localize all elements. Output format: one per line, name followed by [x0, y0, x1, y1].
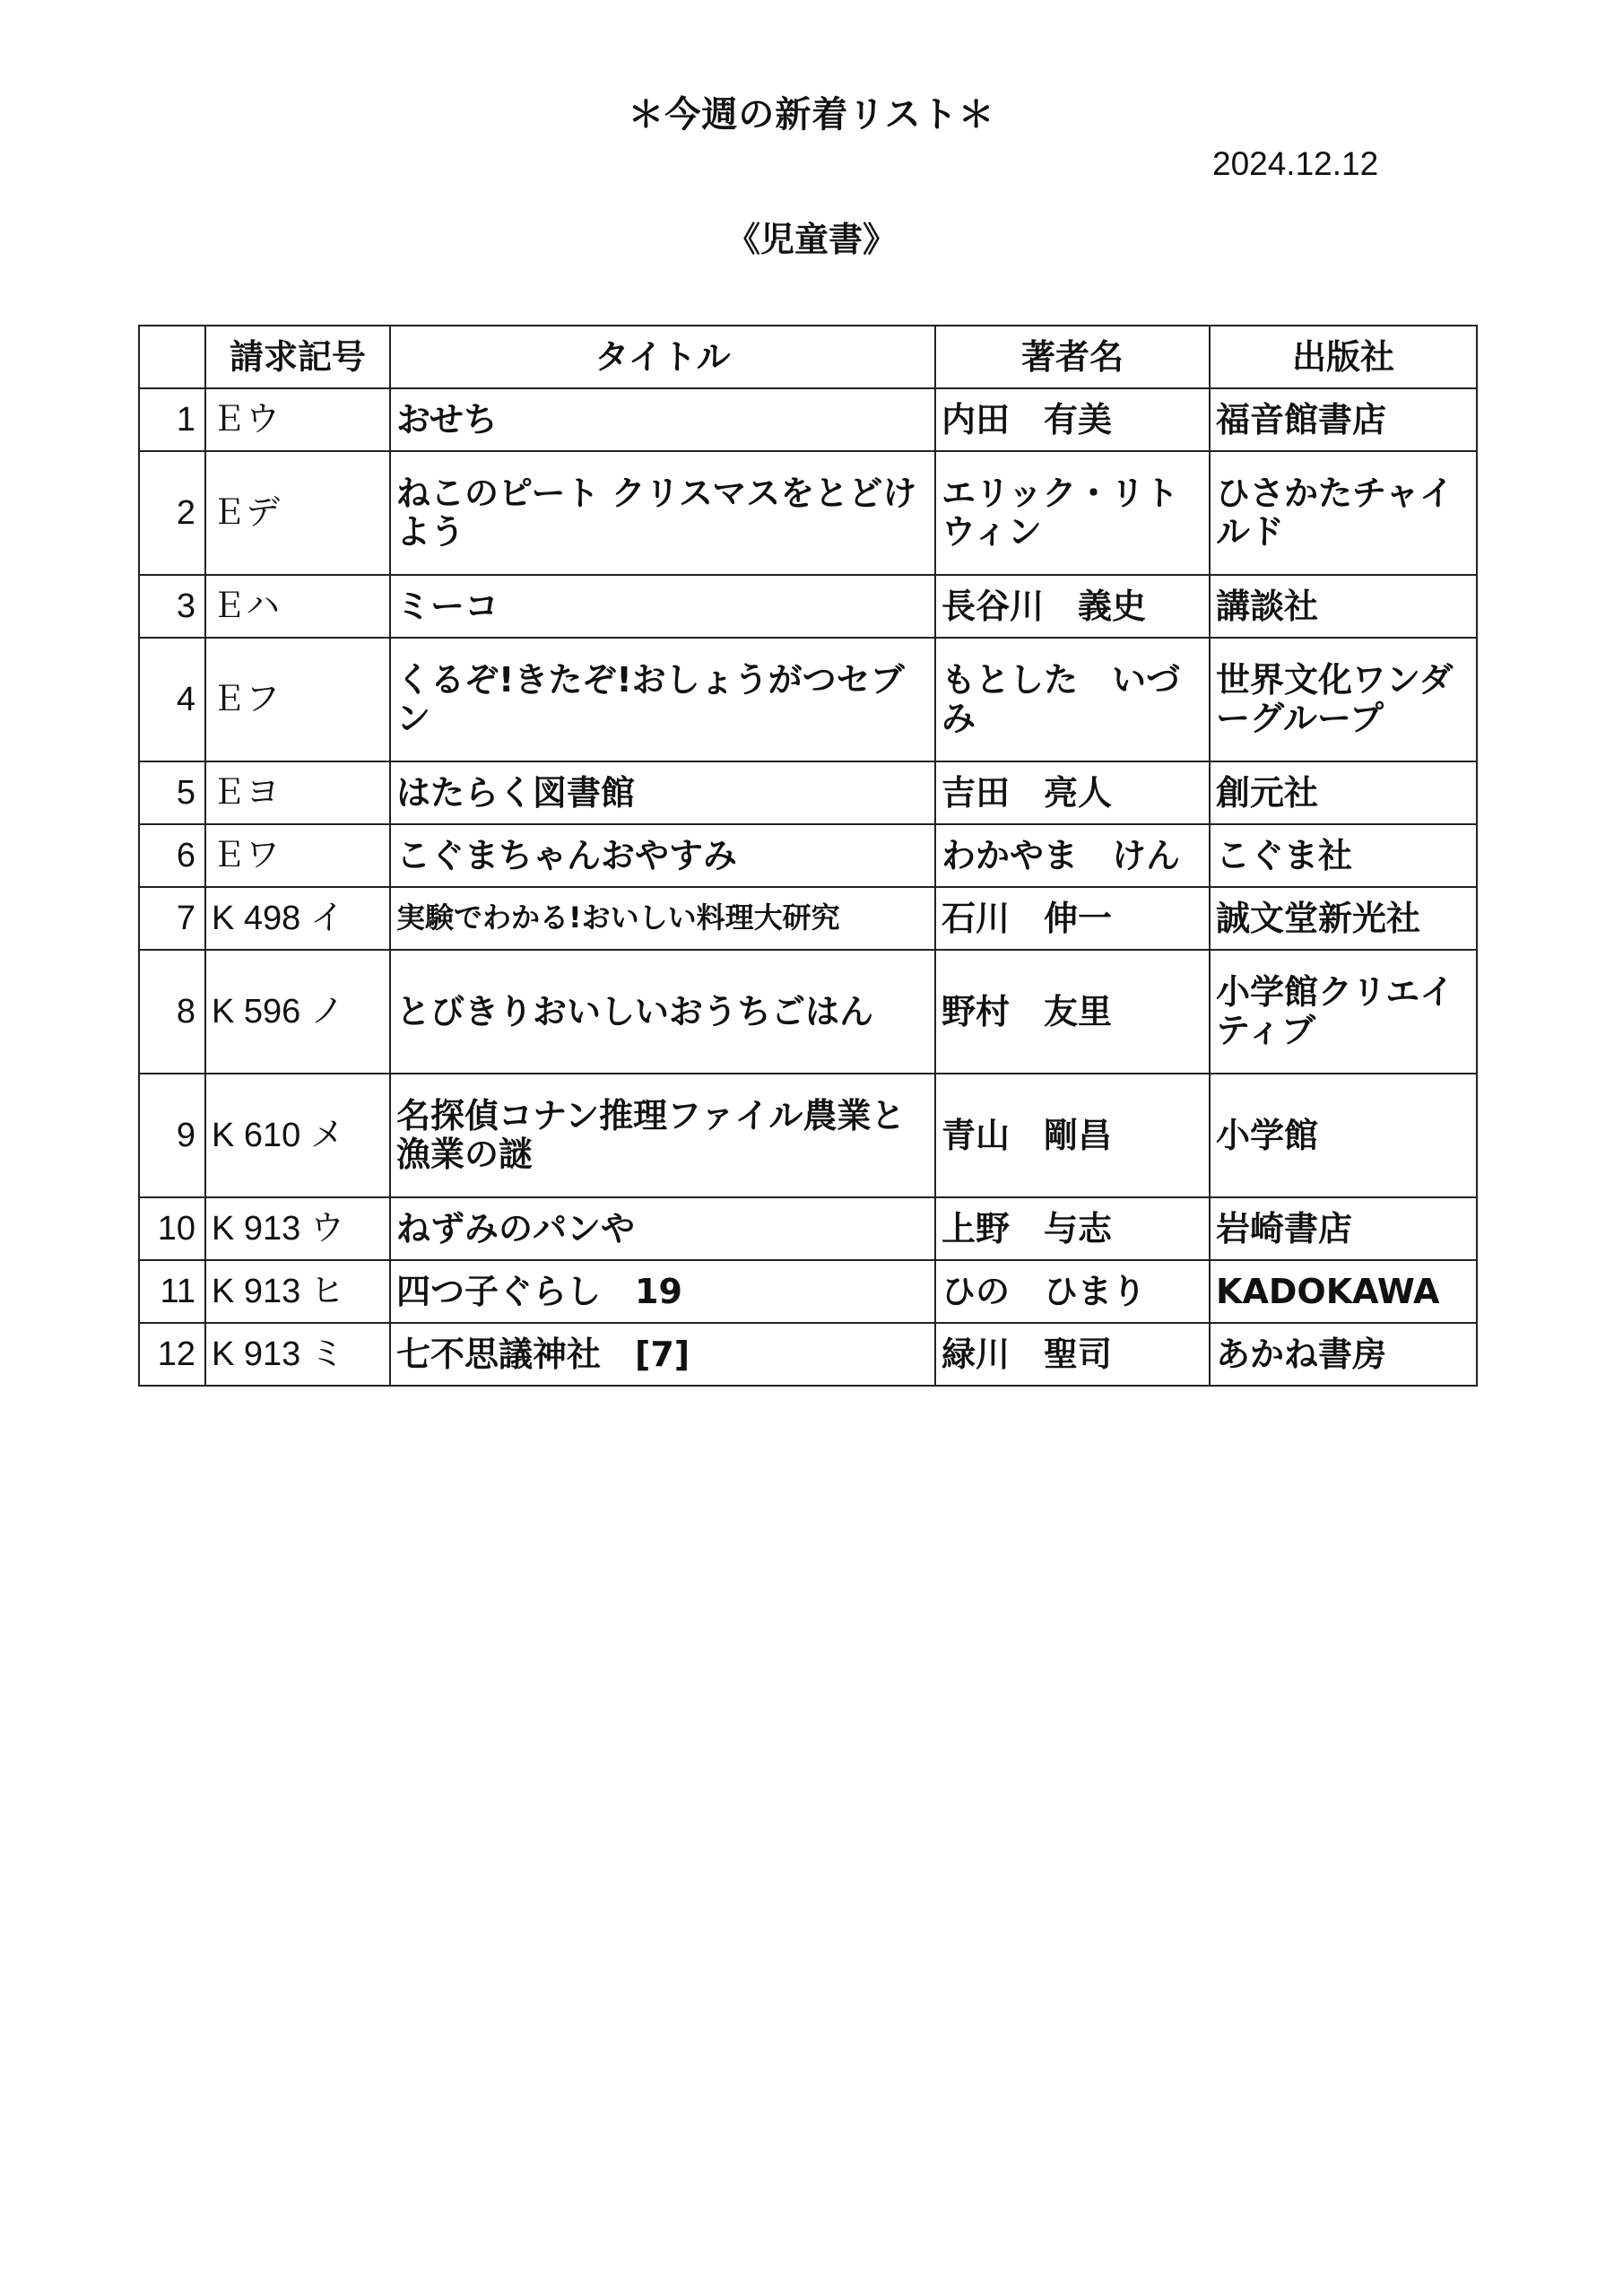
row-number: 11 — [139, 1260, 205, 1323]
call-number: K 498 イ — [205, 887, 390, 950]
page-title: ＊今週の新着リスト＊ — [628, 94, 995, 135]
list-date: 2024.12.12 — [1212, 145, 1379, 182]
table-row — [139, 451, 1477, 575]
table-row — [139, 1323, 1477, 1386]
publisher-name: こぐま社 — [1210, 824, 1477, 887]
publisher-name: あかね書房 — [1210, 1323, 1477, 1386]
book-title: ねこのピート クリスマスをとどけよう — [390, 451, 935, 575]
row-number: 3 — [139, 575, 205, 638]
author-name: ひの ひまり — [935, 1260, 1210, 1323]
row-number: 8 — [139, 950, 205, 1074]
table-row — [139, 638, 1477, 761]
book-title: 名探偵コナン推理ファイル農業と漁業の謎 — [390, 1074, 935, 1197]
author-name: 野村 友里 — [935, 950, 1210, 1074]
author-name: 青山 剛昌 — [935, 1074, 1210, 1197]
row-number: 2 — [139, 451, 205, 575]
book-title: 四つ子ぐらし 19 — [390, 1260, 935, 1323]
call-number: K 913 ヒ — [205, 1260, 390, 1323]
header-title: タイトル — [390, 326, 935, 388]
row-number: 12 — [139, 1323, 205, 1386]
author-name: 内田 有美 — [935, 388, 1210, 451]
table-row — [139, 1197, 1477, 1260]
publisher-name: 講談社 — [1210, 575, 1477, 638]
author-name: もとした いづみ — [935, 638, 1210, 761]
book-title: こぐまちゃんおやすみ — [390, 824, 935, 887]
table-row — [139, 1074, 1477, 1197]
row-number: 6 — [139, 824, 205, 887]
call-number: Ｅフ — [205, 638, 390, 761]
book-title: ねずみのパンや — [390, 1197, 935, 1260]
table-header-row — [139, 326, 1477, 388]
table-row — [139, 824, 1477, 887]
book-title: とびきりおいしいおうちごはん — [390, 950, 935, 1074]
publisher-name: 小学館クリエイティブ — [1210, 950, 1477, 1074]
header-author: 著者名 — [935, 326, 1210, 388]
row-number: 4 — [139, 638, 205, 761]
table-row — [139, 1260, 1477, 1323]
header-publisher: 出版社 — [1210, 326, 1477, 388]
row-number: 10 — [139, 1197, 205, 1260]
author-name: わかやま けん — [935, 824, 1210, 887]
publisher-name: 創元社 — [1210, 761, 1477, 824]
call-number: K 913 ウ — [205, 1197, 390, 1260]
call-number: K 610 メ — [205, 1074, 390, 1197]
call-number: Ｅウ — [205, 388, 390, 451]
new-books-table — [138, 325, 1478, 1387]
publisher-name: 福音館書店 — [1210, 388, 1477, 451]
book-title: おせち — [390, 388, 935, 451]
row-number: 5 — [139, 761, 205, 824]
table-row — [139, 761, 1477, 824]
publisher-name: 世界文化ワンダーグループ — [1210, 638, 1477, 761]
section-title: 《児童書》 — [725, 220, 897, 259]
call-number: K 596 ノ — [205, 950, 390, 1074]
call-number: Ｅデ — [205, 451, 390, 575]
call-number: Ｅヨ — [205, 761, 390, 824]
call-number: Ｅハ — [205, 575, 390, 638]
book-title: ミーコ — [390, 575, 935, 638]
row-number: 1 — [139, 388, 205, 451]
table-row — [139, 388, 1477, 451]
publisher-name: 誠文堂新光社 — [1210, 887, 1477, 950]
author-name: 石川 伸一 — [935, 887, 1210, 950]
table-row — [139, 887, 1477, 950]
table-row — [139, 575, 1477, 638]
call-number: Ｅワ — [205, 824, 390, 887]
author-name: 上野 与志 — [935, 1197, 1210, 1260]
author-name: 吉田 亮人 — [935, 761, 1210, 824]
author-name: 長谷川 義史 — [935, 575, 1210, 638]
row-number: 9 — [139, 1074, 205, 1197]
author-name: 緑川 聖司 — [935, 1323, 1210, 1386]
book-title: 実験でわかる!おいしい料理大研究 — [390, 887, 935, 950]
publisher-name: KADOKAWA — [1210, 1260, 1477, 1323]
call-number: K 913 ミ — [205, 1323, 390, 1386]
publisher-name: 岩崎書店 — [1210, 1197, 1477, 1260]
book-title: はたらく図書館 — [390, 761, 935, 824]
author-name: エリック・リトウィン — [935, 451, 1210, 575]
book-title: くるぞ!きたぞ!おしょうがつセブン — [390, 638, 935, 761]
publisher-name: ひさかたチャイルド — [1210, 451, 1477, 575]
header-call-number: 請求記号 — [205, 326, 390, 388]
header-number — [139, 326, 205, 388]
table-row — [139, 950, 1477, 1074]
book-title: 七不思議神社 [7] — [390, 1323, 935, 1386]
publisher-name: 小学館 — [1210, 1074, 1477, 1197]
row-number: 7 — [139, 887, 205, 950]
